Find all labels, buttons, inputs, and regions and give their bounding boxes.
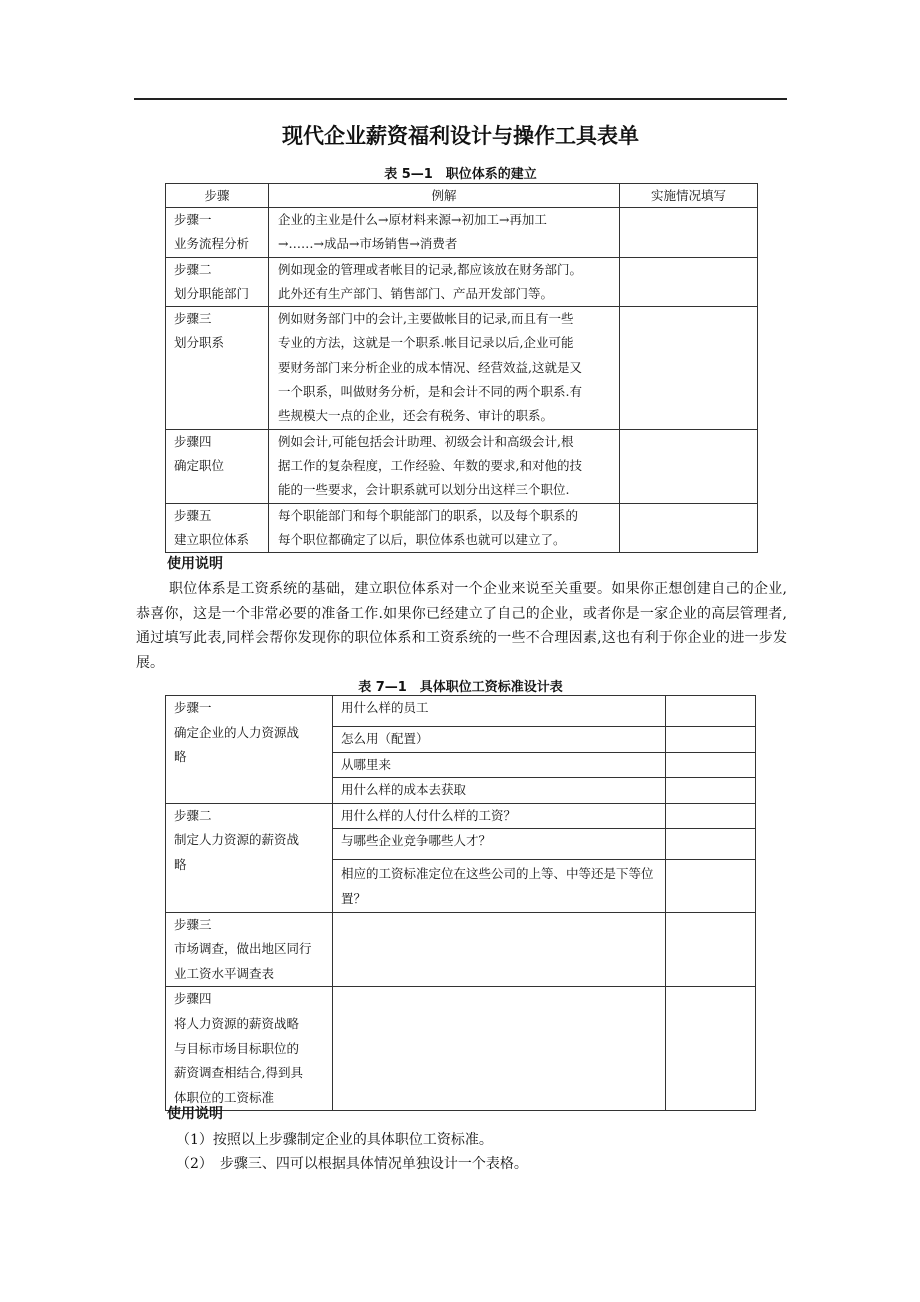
step-label: 步骤一 <box>174 700 212 715</box>
fill-cell[interactable] <box>666 727 756 753</box>
fill-cell[interactable] <box>666 912 756 987</box>
example-line: 例如财务部门中的会计,主要做帐目的记录,而且有一些 <box>278 311 574 327</box>
usage-note-heading: 使用说明 <box>167 556 223 572</box>
step-cell <box>166 803 333 912</box>
usage-item: （1）按照以上步骤制定企业的具体职位工资标准。 <box>176 1132 493 1148</box>
step-label: 步骤二 <box>174 807 212 823</box>
step-cell <box>166 307 269 429</box>
status-fill-cell[interactable] <box>620 208 758 258</box>
header-example: 例解 <box>269 184 620 208</box>
status-fill-cell[interactable] <box>620 307 758 429</box>
table-row <box>166 429 758 503</box>
example-cell <box>269 307 620 429</box>
example-line: 一个职系，叫做财务分析，是和会计不同的两个职系.有 <box>278 384 582 400</box>
table1-header-row <box>166 184 758 208</box>
step-name: 建立职位体系 <box>174 531 250 547</box>
header-rule <box>134 98 787 100</box>
table-row <box>166 208 758 258</box>
item-cell: 从哪里来 <box>333 752 666 778</box>
example-line: 要财务部门来分析企业的成本情况、经营效益,这就是又 <box>278 359 582 375</box>
fill-cell[interactable] <box>666 829 756 860</box>
step-desc: 制定人力资源的薪资战 <box>174 832 300 848</box>
item-cell: 用什么样的成本去获取 <box>333 778 666 804</box>
fill-cell[interactable] <box>666 696 756 727</box>
example-line: 企业的主业是什么→原材料来源→初加工→再加工 <box>278 212 547 227</box>
table-row <box>166 912 756 987</box>
step-cell <box>166 503 269 553</box>
step-cell <box>166 987 333 1111</box>
step-desc: 确定企业的人力资源战 <box>174 724 300 740</box>
table2-caption: 表 7—1 具体职位工资标准设计表 <box>358 680 563 695</box>
table-row <box>166 803 756 829</box>
header-status: 实施情况填写 <box>620 184 758 208</box>
example-line: →……→成品→市场销售→消费者 <box>278 236 458 252</box>
example-line: 据工作的复杂程度，工作经验、年数的要求,和对他的技 <box>278 457 582 473</box>
step-label: 步骤二 <box>174 261 212 277</box>
step-cell <box>166 696 333 804</box>
table-row <box>166 696 756 727</box>
fill-cell[interactable] <box>666 803 756 829</box>
example-line: 例如会计,可能包括会计助理、初级会计和高级会计,根 <box>278 433 574 449</box>
example-cell <box>269 429 620 503</box>
table-row <box>166 257 758 307</box>
header-step: 步骤 <box>166 184 269 208</box>
example-cell <box>269 503 620 553</box>
item-cell[interactable] <box>333 912 666 987</box>
status-fill-cell[interactable] <box>620 257 758 307</box>
example-line: 例如现金的管理或者帐目的记录,都应该放在财务部门。 <box>278 261 582 277</box>
step-desc: 将人力资源的薪资战略 <box>174 1015 300 1031</box>
step-desc: 与目标市场目标职位的 <box>174 1040 300 1056</box>
step-label: 步骤四 <box>174 433 212 449</box>
step-cell <box>166 429 269 503</box>
step-label: 步骤五 <box>174 507 212 523</box>
item-cell[interactable] <box>333 987 666 1111</box>
step-name: 划分职能部门 <box>174 285 250 301</box>
example-cell <box>269 208 620 258</box>
example-line: 每个职能部门和每个职能部门的职系，以及每个职系的 <box>278 507 579 523</box>
step-desc: 体职位的工资标准 <box>174 1089 275 1105</box>
step-cell <box>166 257 269 307</box>
step-label: 步骤三 <box>174 311 212 327</box>
usage-note-heading: 使用说明 <box>167 1106 223 1122</box>
item-cell: 相应的工资标准定位在这些公司的上等、中等还是下等位置？ <box>333 860 666 912</box>
step-cell <box>166 208 269 258</box>
table-row <box>166 503 758 553</box>
example-line: 能的一些要求，会计职系就可以划分出这样三个职位. <box>278 482 570 498</box>
status-fill-cell[interactable] <box>620 429 758 503</box>
example-cell <box>269 257 620 307</box>
fill-cell[interactable] <box>666 752 756 778</box>
step-desc: 业工资水平调查表 <box>174 965 275 981</box>
step-desc: 略 <box>174 856 187 872</box>
fill-cell[interactable] <box>666 987 756 1111</box>
salary-standard-table <box>165 695 756 1111</box>
item-cell: 怎么用（配置） <box>333 727 666 753</box>
example-line: 此外还有生产部门、销售部门、产品开发部门等。 <box>278 285 554 301</box>
step-label: 步骤三 <box>174 916 212 932</box>
position-system-table <box>165 183 758 553</box>
step-label: 步骤四 <box>174 991 212 1007</box>
table-row <box>166 307 758 429</box>
step-name: 确定职位 <box>174 457 225 473</box>
document-title: 现代企业薪资福利设计与操作工具表单 <box>282 124 639 148</box>
usage-item: （2） 步骤三、四可以根据具体情况单独设计一个表格。 <box>176 1156 528 1172</box>
example-line: 每个职位都确定了以后，职位体系也就可以建立了。 <box>278 531 566 547</box>
item-cell: 用什么样的人付什么样的工资？ <box>333 803 666 829</box>
step-name: 业务流程分析 <box>174 236 250 252</box>
status-fill-cell[interactable] <box>620 503 758 553</box>
fill-cell[interactable] <box>666 778 756 804</box>
step-desc: 略 <box>174 749 187 765</box>
example-line: 些规模大一点的企业，还会有税务、审计的职系。 <box>278 408 554 424</box>
step-cell <box>166 912 333 987</box>
item-cell: 用什么样的员工 <box>333 696 666 727</box>
item-cell: 与哪些企业竞争哪些人才？ <box>333 829 666 860</box>
fill-cell[interactable] <box>666 860 756 912</box>
example-line: 专业的方法，这就是一个职系.帐目记录以后,企业可能 <box>278 335 574 351</box>
step-label: 步骤一 <box>174 212 212 227</box>
step-name: 划分职系 <box>174 335 225 351</box>
step-desc: 市场调查，做出地区同行 <box>174 941 312 957</box>
table-row <box>166 987 756 1111</box>
usage-note-text: 职位体系是工资系统的基础，建立职位体系对一个企业来说至关重要。如果你正想创建自己的企业,恭喜你，这是一个非常必要的准备工作.如果你已经建立了自己的企业，或者你是一家企业的高层管理者,通过填写此表,同样会帮你发现你的职位体系和工资系统的一些不合理因素,这也有利于你企业的进一步发展。 <box>136 581 787 671</box>
table1-caption: 表 5—1 职位体系的建立 <box>384 167 537 182</box>
step-desc: 薪资调查相结合,得到具 <box>174 1065 303 1081</box>
